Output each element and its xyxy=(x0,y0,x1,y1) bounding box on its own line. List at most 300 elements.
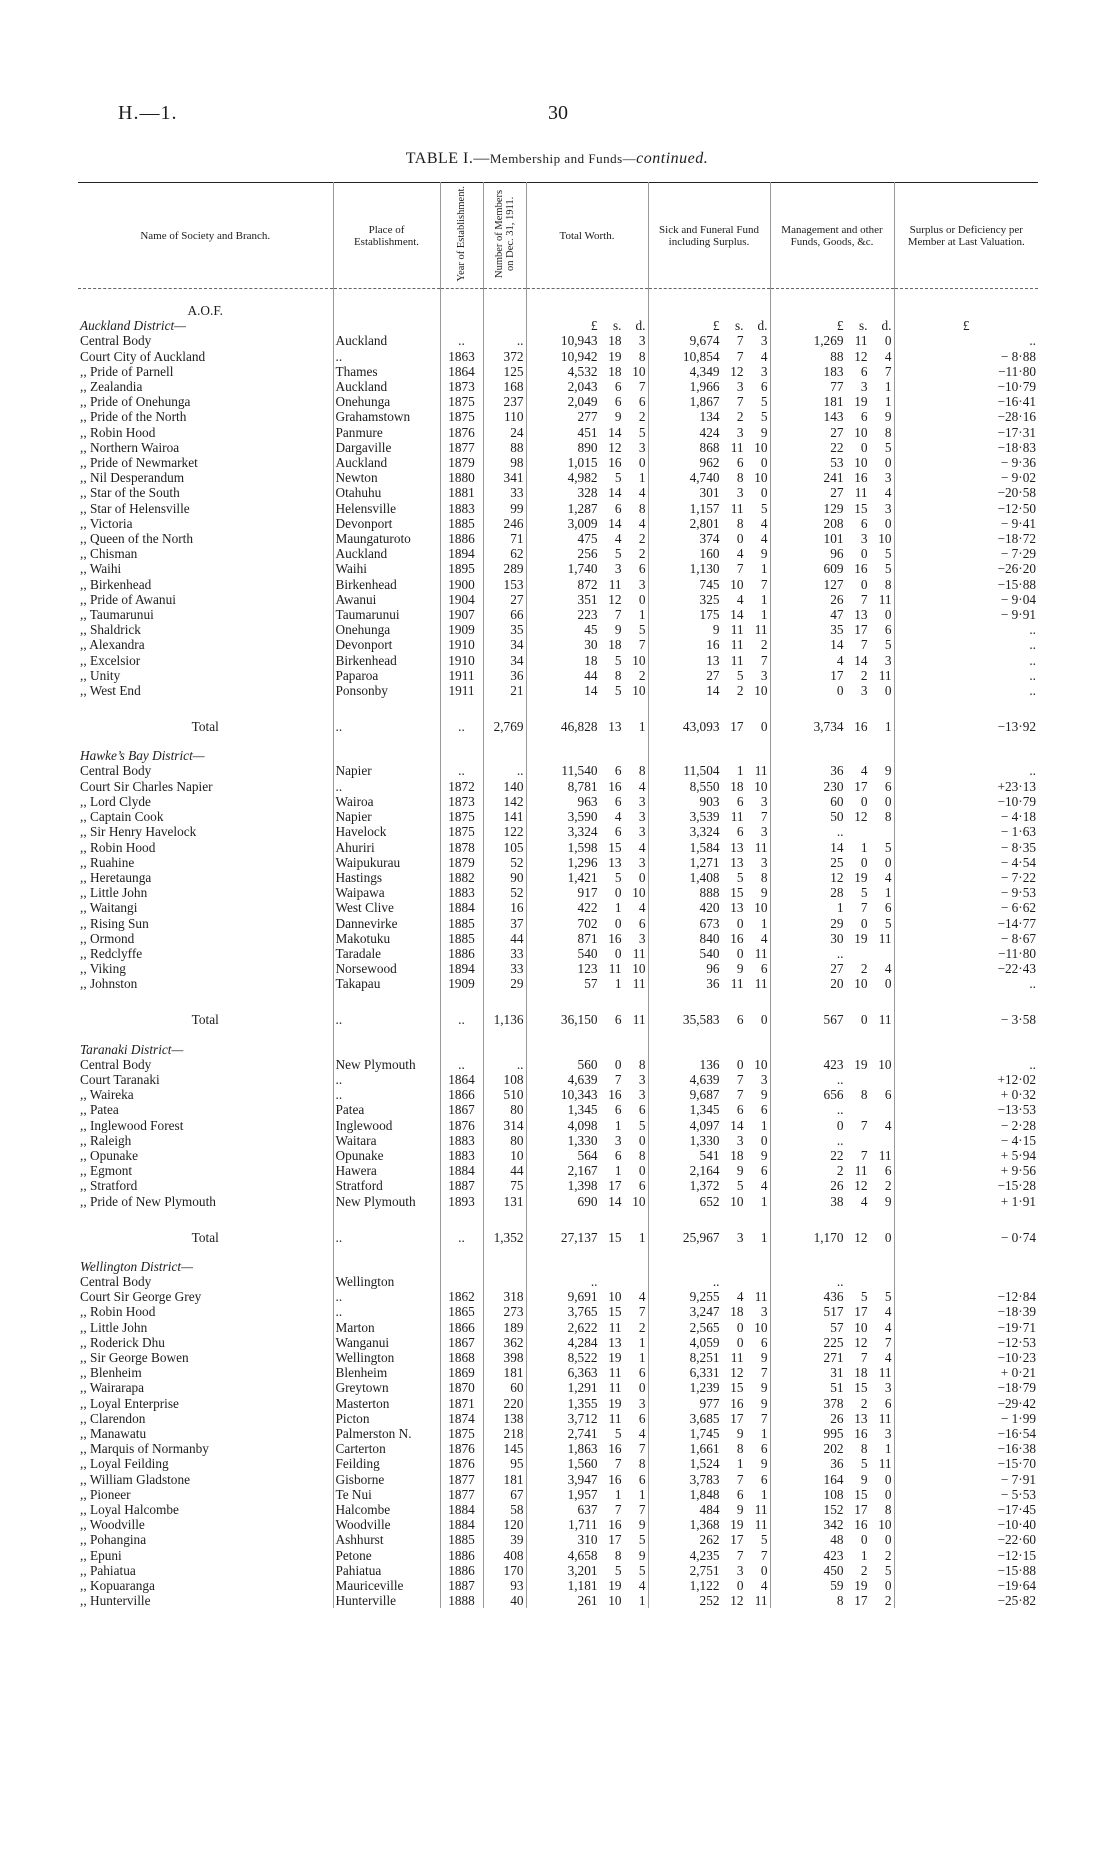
total-worth-pence: 7 xyxy=(638,1304,646,1320)
sick-funeral-fund-shillings: 6 xyxy=(736,1012,744,1028)
spacer-cell xyxy=(770,698,894,712)
total-worth-shillings: 16 xyxy=(608,930,622,946)
sick-funeral-fund-amount xyxy=(651,961,768,976)
total-worth-pence: 11 xyxy=(632,945,646,961)
place-of-establishment: .. xyxy=(333,712,440,734)
total-worth xyxy=(526,1548,648,1563)
management-funds-pence: 5 xyxy=(884,637,892,653)
year-established: 1883 xyxy=(440,1148,483,1163)
management-funds-amount xyxy=(773,455,892,470)
district-heading: Hawke’s Bay District— xyxy=(78,748,333,763)
surplus-deficiency: −19·71 xyxy=(997,1319,1036,1335)
total-worth-shillings: 1 xyxy=(614,900,622,916)
management-funds-amount xyxy=(773,1563,892,1578)
total-worth-pounds: 44 xyxy=(584,667,598,683)
table-row xyxy=(78,1274,1038,1289)
place-of-establishment: Carterton xyxy=(333,1441,440,1456)
sick-funeral-fund-shillings: 9 xyxy=(736,1502,744,1518)
management-funds-pounds: 995 xyxy=(823,1426,844,1441)
spacer-cell xyxy=(483,992,526,1006)
management-funds xyxy=(770,683,894,698)
sick-funeral-fund-pounds: 4,235 xyxy=(689,1547,720,1563)
total-worth-amount xyxy=(529,607,646,622)
management-funds-pounds: 183 xyxy=(823,363,844,379)
surplus-deficiency: − 9·36 xyxy=(1000,455,1036,471)
branch-name: ,, Loyal Halcombe xyxy=(78,1502,333,1517)
year-established: 1884 xyxy=(440,1163,483,1178)
management-funds-pounds: 152 xyxy=(823,1502,844,1518)
management-funds xyxy=(770,1563,894,1578)
page-reference: H.—1. xyxy=(118,102,178,124)
total-worth xyxy=(526,1396,648,1411)
management-funds-amount xyxy=(773,1532,892,1547)
management-funds-pence: 4 xyxy=(884,961,892,977)
total-worth-pounds: 57 xyxy=(584,976,598,992)
sick-funeral-fund xyxy=(648,885,770,900)
management-funds-amount xyxy=(773,1102,892,1117)
sick-funeral-fund-pounds: 2,751 xyxy=(689,1562,720,1578)
table-row xyxy=(78,364,1038,379)
total-worth-pence: 4 xyxy=(638,485,646,501)
place-of-establishment: Awanui xyxy=(333,592,440,607)
empty-cell xyxy=(894,318,1038,333)
sick-funeral-fund-pence: 4 xyxy=(760,1578,768,1594)
member-count: 21 xyxy=(483,683,526,698)
management-funds-amount xyxy=(773,470,892,485)
member-count: 33 xyxy=(483,961,526,976)
total-worth-shillings: 16 xyxy=(608,1441,622,1457)
management-funds-amount xyxy=(773,1087,892,1102)
sick-funeral-fund xyxy=(648,1133,770,1148)
surplus-deficiency: .. xyxy=(1029,683,1036,699)
sick-funeral-fund-shillings: 8 xyxy=(736,515,744,531)
management-funds xyxy=(770,394,894,409)
total-worth-pounds: 351 xyxy=(577,591,598,607)
sick-funeral-fund xyxy=(648,470,770,485)
sick-funeral-fund xyxy=(648,840,770,855)
management-funds-pence: 6 xyxy=(884,778,892,794)
management-funds-pence: 8 xyxy=(884,809,892,825)
total-worth-pounds: 4,098 xyxy=(567,1117,598,1133)
total-worth xyxy=(526,561,648,576)
management-funds-pounds: 27 xyxy=(830,485,844,501)
year-established: 1886 xyxy=(440,531,483,546)
total-worth-shillings: 6 xyxy=(614,379,622,395)
place-of-establishment: Halcombe xyxy=(333,1502,440,1517)
management-funds-shillings: 10 xyxy=(854,976,868,992)
management-funds-amount xyxy=(773,1320,892,1335)
empty-cell xyxy=(770,1259,894,1274)
management-funds xyxy=(770,794,894,809)
management-funds-shillings: 13 xyxy=(854,607,868,623)
year-established: 1865 xyxy=(440,1304,483,1319)
total-worth-amount xyxy=(529,719,646,734)
year-established: 1885 xyxy=(440,931,483,946)
total-worth-pence: 1 xyxy=(638,470,646,486)
member-count: 52 xyxy=(483,855,526,870)
branch-name: ,, Roderick Dhu xyxy=(78,1335,333,1350)
table-row xyxy=(78,1304,1038,1319)
total-worth xyxy=(526,333,648,348)
management-funds-shillings: 0 xyxy=(860,854,868,870)
management-funds-pounds: 230 xyxy=(823,778,844,794)
sick-funeral-fund xyxy=(648,1320,770,1335)
sick-funeral-fund-pounds: 36 xyxy=(706,976,720,992)
total-worth-shillings: 7 xyxy=(614,1071,622,1087)
total-worth-pounds: 4,284 xyxy=(567,1334,598,1350)
branch-name: Total xyxy=(78,1006,333,1028)
place-of-establishment: .. xyxy=(333,349,440,364)
sick-funeral-fund xyxy=(648,870,770,885)
sick-funeral-fund-pounds: 1,157 xyxy=(689,500,720,516)
sick-funeral-fund-pounds: 11,504 xyxy=(683,763,720,779)
total-worth-pence: 5 xyxy=(638,424,646,440)
member-count: 2,769 xyxy=(483,712,526,734)
management-funds xyxy=(770,1072,894,1087)
branch-name: ,, Robin Hood xyxy=(78,425,333,440)
spacer-cell xyxy=(440,992,483,1006)
branch-name: ,, Pioneer xyxy=(78,1487,333,1502)
total-worth-amount xyxy=(529,900,646,915)
sick-funeral-fund-shillings: 7 xyxy=(736,1471,744,1487)
sick-funeral-fund-pounds: 3,539 xyxy=(689,809,720,825)
total-worth xyxy=(526,779,648,794)
spacer-cell xyxy=(648,1209,770,1223)
branch-name: ,, Chisman xyxy=(78,546,333,561)
total-worth-pounds: 1,863 xyxy=(567,1441,598,1457)
sick-funeral-fund-shillings: 0 xyxy=(736,945,744,961)
management-funds-pence: 7 xyxy=(884,1334,892,1350)
place-of-establishment: Gisborne xyxy=(333,1472,440,1487)
management-funds xyxy=(770,561,894,576)
branch-name: Central Body xyxy=(78,763,333,778)
total-worth-pounds: 702 xyxy=(577,915,598,931)
branch-name: ,, Robin Hood xyxy=(78,840,333,855)
sick-funeral-fund-pounds: 3,783 xyxy=(689,1471,720,1487)
management-funds-amount xyxy=(773,900,892,915)
sick-funeral-fund-amount xyxy=(651,409,768,424)
member-count: 95 xyxy=(483,1456,526,1471)
total-worth xyxy=(526,1057,648,1072)
sick-funeral-fund xyxy=(648,394,770,409)
sick-funeral-fund-pence: 2 xyxy=(760,637,768,653)
branch-name: ,, Clarendon xyxy=(78,1411,333,1426)
management-funds-pence: 9 xyxy=(884,763,892,779)
unit-pound: £ xyxy=(962,318,970,334)
total-worth xyxy=(526,1335,648,1350)
sick-funeral-fund xyxy=(648,607,770,622)
management-funds-amount xyxy=(773,794,892,809)
place-of-establishment: Masterton xyxy=(333,1396,440,1411)
surplus-deficiency: − 7·22 xyxy=(1000,869,1036,885)
total-worth-pounds: 36,150 xyxy=(560,1012,598,1028)
sick-funeral-fund-amount xyxy=(651,840,768,855)
management-funds-shillings: 0 xyxy=(860,439,868,455)
spacer-cell xyxy=(770,1028,894,1042)
management-funds xyxy=(770,976,894,991)
spacer-cell xyxy=(440,734,483,748)
year-established: 1884 xyxy=(440,1517,483,1532)
empty-cell xyxy=(440,303,483,318)
total-worth-pence: 5 xyxy=(638,1117,646,1133)
sick-funeral-fund xyxy=(648,1087,770,1102)
sick-funeral-fund-amount xyxy=(651,485,768,500)
member-count: 122 xyxy=(483,824,526,839)
total-worth xyxy=(526,1006,648,1028)
place-of-establishment: Paparoa xyxy=(333,668,440,683)
page-number: 30 xyxy=(548,102,568,124)
sick-funeral-fund-pence: 1 xyxy=(760,915,768,931)
unit-l: £ xyxy=(712,318,720,334)
total-worth-amount xyxy=(529,1472,646,1487)
membership-funds-table xyxy=(78,182,1038,1608)
management-funds-pence: 5 xyxy=(884,1289,892,1305)
total-worth-shillings: 7 xyxy=(614,607,622,623)
management-funds xyxy=(770,1148,894,1163)
table-row xyxy=(78,622,1038,637)
total-worth xyxy=(526,349,648,364)
sick-funeral-fund-amount xyxy=(651,1230,768,1245)
sick-funeral-fund-amount xyxy=(651,794,768,809)
member-count: 35 xyxy=(483,622,526,637)
total-worth-shillings: 15 xyxy=(608,839,622,855)
management-funds-shillings: 2 xyxy=(860,1395,868,1411)
spacer-row xyxy=(78,289,1038,304)
table-row xyxy=(78,1118,1038,1133)
sick-funeral-fund xyxy=(648,1057,770,1072)
total-worth-amount xyxy=(529,409,646,424)
management-funds-pounds: 3,734 xyxy=(813,719,844,735)
sick-funeral-fund-pounds: 484 xyxy=(699,1502,720,1518)
surplus-deficiency: − 9·53 xyxy=(1000,885,1036,901)
total-worth-pounds: 8,781 xyxy=(567,778,598,794)
management-funds xyxy=(770,668,894,683)
management-funds-amount xyxy=(773,1380,892,1395)
total-worth-pounds: 3,765 xyxy=(567,1304,598,1320)
sick-funeral-fund-pence: 11 xyxy=(754,1517,768,1533)
table-row xyxy=(78,961,1038,976)
sick-funeral-fund-amount xyxy=(651,1563,768,1578)
total-worth-pounds: 9,691 xyxy=(567,1289,598,1305)
sick-funeral-fund-pence: 10 xyxy=(754,1319,768,1335)
management-funds-amount xyxy=(773,409,892,424)
management-funds-shillings: 17 xyxy=(854,1593,868,1609)
table-row xyxy=(78,1441,1038,1456)
total-worth-amount xyxy=(529,1548,646,1563)
sick-funeral-fund-pence: 0 xyxy=(760,1132,768,1148)
member-count: 237 xyxy=(483,394,526,409)
total-worth-amount xyxy=(529,946,646,961)
sick-funeral-fund-shillings: 6 xyxy=(736,1486,744,1502)
management-funds-pence: 4 xyxy=(884,1319,892,1335)
year-established: 1873 xyxy=(440,379,483,394)
management-funds-pence: 5 xyxy=(884,546,892,562)
table-row xyxy=(78,409,1038,424)
management-funds-shillings: 19 xyxy=(854,1578,868,1594)
management-funds-shillings: 7 xyxy=(860,900,868,916)
sick-funeral-fund-shillings: 5 xyxy=(736,1178,744,1194)
branch-name: ,, Taumarunui xyxy=(78,607,333,622)
sick-funeral-fund-pounds: 1,130 xyxy=(689,561,720,577)
year-established: 1883 xyxy=(440,1133,483,1148)
total-worth-amount xyxy=(529,824,646,839)
sick-funeral-fund-shillings: 3 xyxy=(736,424,744,440)
management-funds-amount xyxy=(773,1350,892,1365)
sick-funeral-fund-amount xyxy=(651,1194,768,1209)
table-row xyxy=(78,1563,1038,1578)
management-funds-pounds: 36 xyxy=(830,763,844,779)
branch-name: ,, Marquis of Normanby xyxy=(78,1441,333,1456)
management-funds xyxy=(770,440,894,455)
total-worth-amount xyxy=(529,622,646,637)
management-funds-pence: 4 xyxy=(884,869,892,885)
empty-cell xyxy=(333,1259,440,1274)
total-worth-shillings: 3 xyxy=(614,561,622,577)
total-worth xyxy=(526,916,648,931)
sick-funeral-fund-shillings: 9 xyxy=(736,961,744,977)
management-funds-pence: 8 xyxy=(884,1502,892,1518)
management-funds xyxy=(770,379,894,394)
sick-funeral-fund xyxy=(648,653,770,668)
branch-name: ,, Inglewood Forest xyxy=(78,1118,333,1133)
total-worth-amount xyxy=(529,1487,646,1502)
surplus-deficiency: .. xyxy=(1029,333,1036,349)
management-funds-shillings: 3 xyxy=(860,531,868,547)
sick-funeral-fund-pence: 8 xyxy=(760,869,768,885)
member-count: 138 xyxy=(483,1411,526,1426)
total-worth-pence: 3 xyxy=(638,1071,646,1087)
total-worth-pence: 7 xyxy=(638,379,646,395)
member-count: 181 xyxy=(483,1365,526,1380)
sick-funeral-fund-shillings: 7 xyxy=(736,394,744,410)
total-worth-pounds: 1,181 xyxy=(567,1578,598,1594)
sick-funeral-fund-pence: 11 xyxy=(754,1502,768,1518)
member-count: 29 xyxy=(483,976,526,991)
management-funds-pounds: 378 xyxy=(823,1395,844,1411)
management-funds-shillings: 11 xyxy=(854,485,868,501)
sick-funeral-fund-pence: 9 xyxy=(760,1456,768,1472)
empty-cell xyxy=(333,303,440,318)
management-funds-pounds: .. xyxy=(836,1132,844,1148)
sick-funeral-fund-amount xyxy=(651,1396,768,1411)
spacer-cell xyxy=(526,698,648,712)
total-worth-shillings: 19 xyxy=(608,348,622,364)
management-funds-pounds: .. xyxy=(836,1273,844,1289)
total-worth-pence: 0 xyxy=(638,1132,646,1148)
total-worth-pence: 4 xyxy=(638,778,646,794)
management-funds xyxy=(770,531,894,546)
sick-funeral-fund-shillings: 0 xyxy=(736,1319,744,1335)
management-funds-amount xyxy=(773,683,892,698)
management-funds-shillings: 19 xyxy=(854,394,868,410)
total-worth-shillings: 9 xyxy=(614,622,622,638)
sick-funeral-fund-shillings: 11 xyxy=(730,439,744,455)
branch-name: ,, Star of the South xyxy=(78,485,333,500)
management-funds-pounds: 1,269 xyxy=(813,333,844,349)
management-funds-shillings xyxy=(844,1133,868,1148)
spacer-cell xyxy=(78,1245,333,1259)
management-funds-shillings: 8 xyxy=(860,1087,868,1103)
branch-name: ,, Sir George Bowen xyxy=(78,1350,333,1365)
total-worth-shillings: 6 xyxy=(614,500,622,516)
place-of-establishment: Auckland xyxy=(333,333,440,348)
unit-l: £ xyxy=(836,318,844,334)
sick-funeral-fund-amount xyxy=(651,1532,768,1547)
management-funds-pounds: 77 xyxy=(830,379,844,395)
management-funds-amount xyxy=(773,1411,892,1426)
sick-funeral-fund-pounds: 1,239 xyxy=(689,1380,720,1396)
management-funds-pence: 0 xyxy=(884,455,892,471)
year-established: .. xyxy=(440,1057,483,1072)
total-worth-pence: 3 xyxy=(638,333,646,349)
management-funds-pounds: 25 xyxy=(830,854,844,870)
management-funds-amount xyxy=(773,1072,892,1087)
sick-funeral-fund-shillings: 5 xyxy=(736,667,744,683)
sick-funeral-fund-amount xyxy=(651,470,768,485)
sick-funeral-fund-amount xyxy=(651,516,768,531)
management-funds-shillings: 0 xyxy=(860,1532,868,1548)
surplus-deficiency: −15·88 xyxy=(997,576,1036,592)
sick-funeral-fund xyxy=(648,440,770,455)
branch-name: Court Taranaki xyxy=(78,1072,333,1087)
year-established: 1866 xyxy=(440,1087,483,1102)
surplus-deficiency: − 9·04 xyxy=(1000,591,1036,607)
sick-funeral-fund-pence: 9 xyxy=(760,1349,768,1365)
place-of-establishment: Otahuhu xyxy=(333,485,440,500)
management-funds xyxy=(770,1102,894,1117)
branch-name: ,, Little John xyxy=(78,1320,333,1335)
management-funds xyxy=(770,1320,894,1335)
management-funds-amount xyxy=(773,719,892,734)
total-worth-pounds: 1,291 xyxy=(567,1380,598,1396)
table-row xyxy=(78,1396,1038,1411)
surplus-deficiency: − 7·29 xyxy=(1000,546,1036,562)
surplus-deficiency: −14·77 xyxy=(997,915,1036,931)
sick-funeral-fund xyxy=(648,1178,770,1193)
total-worth-shillings: 16 xyxy=(608,455,622,471)
sick-funeral-fund-pounds: 136 xyxy=(699,1056,720,1072)
management-funds-pence: 3 xyxy=(884,470,892,486)
place-of-establishment: Grahamstown xyxy=(333,409,440,424)
sick-funeral-fund-shillings: 7 xyxy=(736,1547,744,1563)
management-funds-pounds: 342 xyxy=(823,1517,844,1533)
total-worth-pence: 0 xyxy=(638,869,646,885)
table-row xyxy=(78,516,1038,531)
table-row xyxy=(78,1502,1038,1517)
total-worth-amount xyxy=(529,1365,646,1380)
total-worth xyxy=(526,622,648,637)
sick-funeral-fund-pence: 7 xyxy=(760,1547,768,1563)
management-funds-pounds: .. xyxy=(836,1102,844,1118)
management-funds xyxy=(770,809,894,824)
total-worth-pounds: .. xyxy=(590,1273,598,1289)
spacer-cell xyxy=(333,289,440,304)
management-funds-pence: 6 xyxy=(884,622,892,638)
empty-cell xyxy=(770,1042,894,1057)
sick-funeral-fund-pence: 6 xyxy=(760,1163,768,1179)
total-worth xyxy=(526,1289,648,1304)
place-of-establishment: Thames xyxy=(333,364,440,379)
total-worth xyxy=(526,931,648,946)
management-funds-shillings: 10 xyxy=(854,1319,868,1335)
total-worth xyxy=(526,855,648,870)
sick-funeral-fund-shillings: 11 xyxy=(730,976,744,992)
branch-name: ,, Woodville xyxy=(78,1517,333,1532)
management-funds-shillings: 19 xyxy=(854,1056,868,1072)
total-worth-pence: 7 xyxy=(638,1502,646,1518)
branch-name: ,, Manawatu xyxy=(78,1426,333,1441)
total-worth-pounds: 637 xyxy=(577,1502,598,1518)
